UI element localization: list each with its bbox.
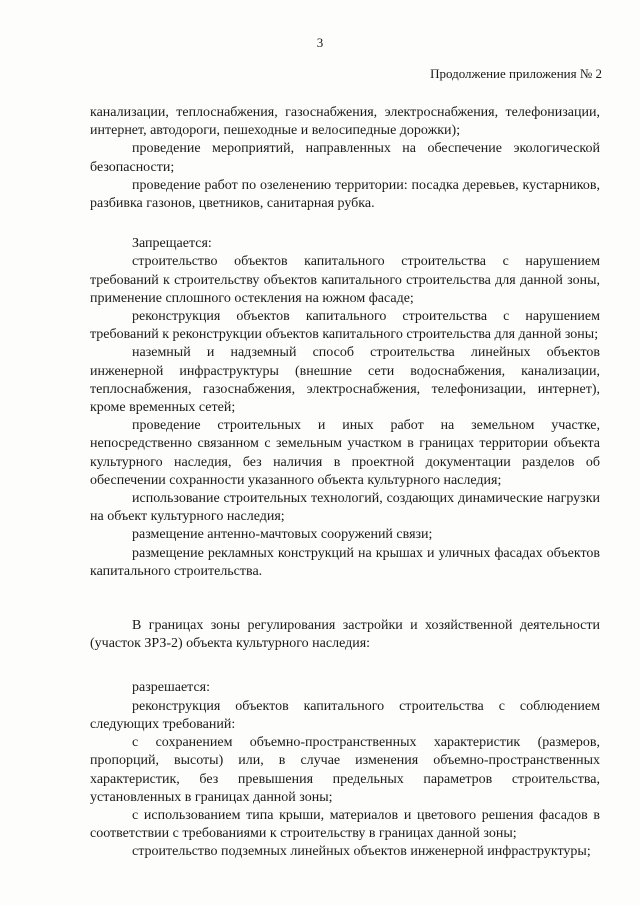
paragraph: строительство подземных линейных объектов инженерной инфраструктуры;	[132, 844, 591, 860]
page-number: 3	[316, 35, 324, 50]
allowed-heading: разрешается:	[132, 680, 210, 696]
document-body	[90, 104, 600, 862]
paragraph: с сохранением объемно-пространственных характеристик (размеров, пропорций, высоты) или, в случае изменения объемно-пространственных характеристик, без превышения предельных параметров строительства, установленных в границах данной зоны;	[90, 735, 600, 805]
appendix-continuation-note: Продолжение приложения № 2	[430, 66, 602, 81]
paragraph: размещение рекламных конструкций на крышах и уличных фасадах объектов капитального строительства.	[90, 545, 600, 579]
paragraph: использование строительных технологий, создающих динамические нагрузки на объект культурного наследия;	[90, 491, 600, 525]
paragraph: строительство объектов капитального строительства с нарушением требований к строительству объектов капитального строительства для данной зоны, применение сплошного остекления на южном фасаде;	[90, 254, 600, 306]
paragraph: проведение работ по озеленению территории: посадка деревьев, кустарников, разбивка газонов, цветников, санитарная рубка.	[90, 177, 600, 212]
paragraph: проведение строительных и иных работ на земельном участке, непосредственно связанном с земельным участком в границах территории объекта культурного наследия, без наличия в проектной документации разделов об обеспечении сохранности указанного объекта культурного наследия;	[90, 418, 600, 488]
paragraph: проведение мероприятий, направленных на обеспечение экологической безопасности;	[90, 141, 600, 175]
paragraph: с использованием типа крыши, материалов и цветового решения фасадов в соответствии с требованиями к строительству в границах данной зоны;	[90, 807, 600, 842]
paragraph: размещение антенно-мачтовых сооружений связи;	[132, 527, 433, 543]
paragraph: реконструкция объектов капитального строительства с соблюдением следующих требований:	[90, 698, 600, 732]
paragraph: реконструкция объектов капитального строительства с нарушением требований к реконструкции объектов капитального строительства для данной зоны;	[90, 309, 600, 343]
zone-heading: В границах зоны регулирования застройки и хозяйственной деятельности (участок ЗРЗ-2) объекта культурного наследия:	[90, 618, 600, 652]
paragraph: канализации, теплоснабжения, газоснабжения, электроснабжения, телефонизации, интернет, автодороги, пешеходные и велосипедные дорожки);	[90, 105, 600, 139]
prohibited-heading: Запрещается:	[132, 236, 212, 252]
paragraph: наземный и надземный способ строительства линейных объектов инженерной инфраструктуры (внешние сети водоснабжения, канализации, теплоснабжения, газоснабжения, электроснабжения, телефонизации, интернет), кроме временных сетей;	[90, 345, 600, 416]
